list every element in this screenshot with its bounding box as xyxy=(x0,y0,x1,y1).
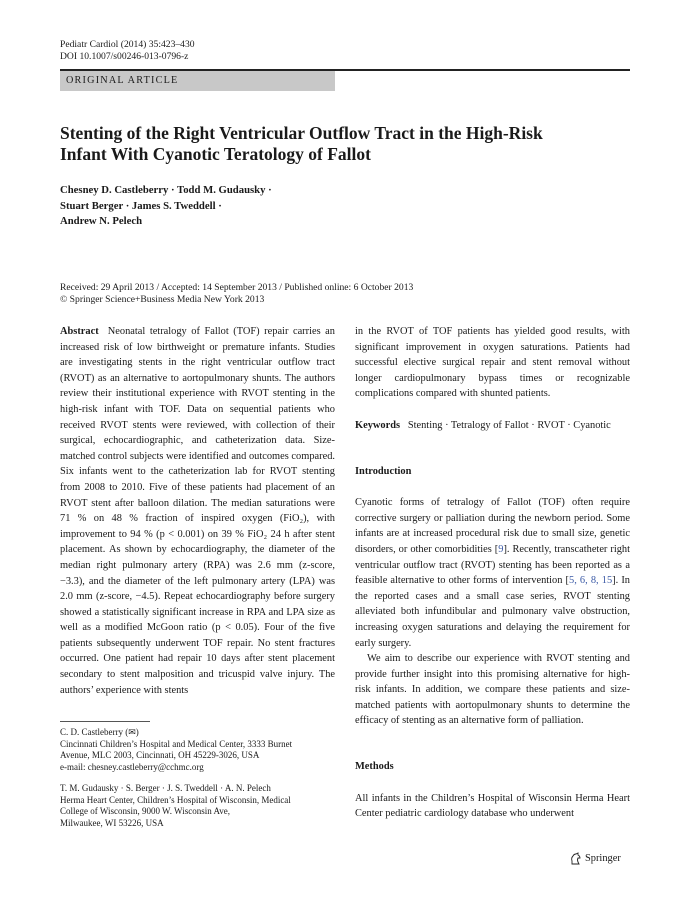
methods-paragraph-1: All infants in the Children’s Hospital of Wisconsin Herma Heart Center pediatric cardiology database who underwent xyxy=(355,792,630,820)
coauthor-address-1: Herma Heart Center, Children’s Hospital of Wisconsin, Medical xyxy=(60,794,291,805)
right-column xyxy=(355,324,630,822)
article-type-banner: ORIGINAL ARTICLE xyxy=(60,71,335,91)
publisher-name: Springer xyxy=(585,853,621,864)
author-line-1: Chesney D. Castleberry · Todd M. Gudausky · xyxy=(60,184,272,196)
keywords-paragraph xyxy=(355,418,630,434)
title-line-1: Stenting of the Right Ventricular Outflow Tract in the High-Risk xyxy=(60,123,543,143)
introduction-heading: Introduction xyxy=(355,465,412,477)
introduction-paragraph-1 xyxy=(355,495,630,651)
footnote-rule xyxy=(60,721,150,722)
methods-heading: Methods xyxy=(355,761,394,773)
intro-text-a: Cyanotic forms of tetralogy of Fallot (TOF) often require corrective surgery or palliation during the newborn period. Some infants are at increased procedural risk due to small size, genetic disorders, or other comorbidities [ xyxy=(355,497,630,555)
author-line-3: Andrew N. Pelech xyxy=(60,215,143,227)
springer-knight-icon xyxy=(569,852,582,865)
coauthor-names: T. M. Gudausky · S. Berger · J. S. Tweddell · A. N. Pelech xyxy=(60,783,271,793)
coauthor-address-2: College of Wisconsin, 9000 W. Wisconsin Ave, xyxy=(60,806,231,817)
publication-history xyxy=(60,282,630,306)
author-list xyxy=(60,183,460,230)
copyright-notice: © Springer Science+Business Media New York 2013 xyxy=(60,294,265,305)
corresponding-author-block xyxy=(60,727,340,773)
coauthor-affiliation-block xyxy=(60,783,340,829)
abstract-text: Neonatal tetralogy of Fallot (TOF) repair carries an increased risk of low birthweight or premature infants. Studies are investigating stents in the right ventricular outflow tract (RVOT) as an alternative to aortopulmonary shunts. The authors review their institutional experience with RVOT stenting in the high-risk infant with TOF. Data on sequential patients who received RVOT stents were reviewed, with collection of their surgical, echocardiographic, and catheterization data. Size-matched control subjects were identified and outcomes compared. Six infants went to the catheterization lab for RVOT stenting from 2008 to 2010. Five of these patients had placement of an RVOT stent after balloon dilation. The median saturations were 71 % on 48 % fraction of inspired oxygen (FiO₂), with improvement to 94 % (p < 0.001) on 39 % FiO₂ 24 h after stent placement. As shown by echocardiography, the diameter of the median right pulmonary artery (RPA) was 2.6 mm (z-score, −3.3), and the diameter of the left pulmonary artery (LPA) was 2.0 mm (z-score, −4.5). Repeat echocardiography before surgery showed a statistically significant increase in RPA and LPA size as well as a modified McGoon ratio (p < 0.05). Four of the five patients subsequently underwent TOF repair. No stent fractures occurred. One patient had repair 10 days after stent placement secondary to stent malposition and tricuspid valve injury. The authors’ experience with stents xyxy=(60,326,335,696)
author-line-2: Stuart Berger · James S. Tweddell · xyxy=(60,199,222,212)
intro-text-c: ]. In the reported cases and a small case series, RVOT stenting alleviated both infundibular and pulmonary valve obstruction, increasing oxygen saturations and delaying the requirement for early surgery. xyxy=(355,575,630,649)
keywords-label: Keywords xyxy=(355,419,401,431)
abstract-label: Abstract xyxy=(60,326,99,337)
citation-link[interactable]: 9 xyxy=(498,543,504,555)
intro-text-b: ]. Recently, transcatheter right ventricular outflow tract (RVOT) stenting has been reported as a feasible alternative to other forms of intervention [ xyxy=(355,543,630,587)
corresponding-address-2: Avenue, MLC 2003, Cincinnati, OH 45229-3026, USA xyxy=(60,750,260,761)
introduction-paragraph-2: We aim to describe our experience with RVOT stenting and provide further insight into this promising alternative for high-risk infants. In addition, we compare these patients and size-matched patients with aortopulmonary shunts to determine the efficacy of stenting as an alternative form of palliation. xyxy=(355,653,630,727)
corresponding-author-name: C. D. Castleberry (✉) xyxy=(60,727,139,737)
dates-history: Received: 29 April 2013 / Accepted: 14 September 2013 / Published online: 6 October 2013 xyxy=(60,282,414,293)
publisher-logo xyxy=(569,852,621,865)
title-line-2: Infant With Cyanotic Teratology of Fallot xyxy=(60,143,371,164)
journal-reference: Pediatr Cardiol (2014) 35:423–430 xyxy=(60,39,195,50)
article-title xyxy=(60,123,630,164)
corresponding-address-1: Cincinnati Children’s Hospital and Medical Center, 3333 Burnet xyxy=(60,738,293,749)
coauthor-address-3: Milwaukee, WI 53226, USA xyxy=(60,817,164,828)
left-column xyxy=(60,324,335,698)
doi[interactable]: DOI 10.1007/s00246-013-0796-z xyxy=(60,51,189,62)
corresponding-email[interactable]: e-mail: chesney.castleberry@cchmc.org xyxy=(60,761,204,772)
keywords-text: Stenting · Tetralogy of Fallot · RVOT · Cyanotic xyxy=(407,419,611,431)
citation-link[interactable]: 5, 6, 8, 15 xyxy=(569,575,613,587)
abstract-paragraph xyxy=(60,324,335,698)
abstract-continued: in the RVOT of TOF patients has yielded good results, with significant improvement in oxygen saturations. Patients had successful elective surgical repair and stent removal without longer cardiopulmonary bypass times or recognizable complications compared with shunted patients. xyxy=(355,326,630,400)
